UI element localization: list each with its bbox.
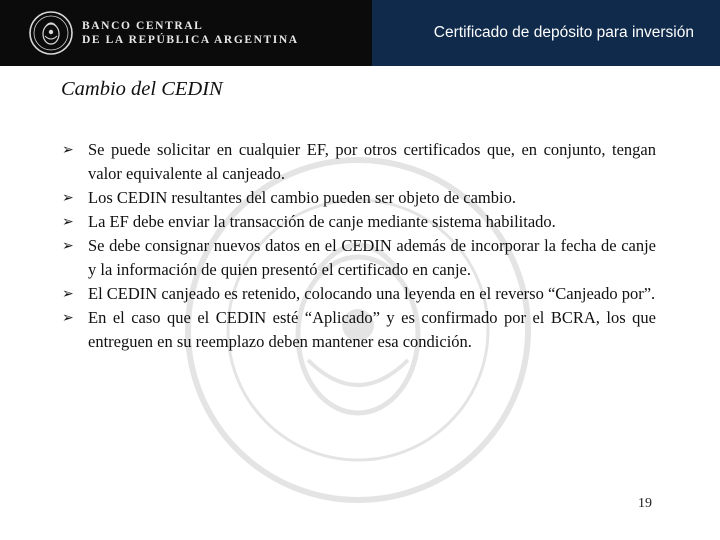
header-bar <box>0 0 720 66</box>
slide-title-box <box>372 0 720 66</box>
list-item <box>62 282 656 306</box>
bullet-text: El CEDIN canjeado es retenido, colocando una leyenda en el reverso “Canjeado por”. <box>88 284 656 303</box>
list-item <box>62 186 656 210</box>
bullet-text: Se debe consignar nuevos datos en el CEDIN además de incorporar la fecha de canje y la información de quien presentó el certificado en canje. <box>88 236 656 279</box>
list-item <box>62 306 656 354</box>
arrow-bullet-icon: ➢ <box>62 238 74 254</box>
bullet-text: La EF debe enviar la transacción de canje mediante sistema habilitado. <box>88 212 556 231</box>
arrow-bullet-icon: ➢ <box>62 190 74 206</box>
bank-name <box>82 19 299 47</box>
bullet-list <box>62 138 656 354</box>
page-number: 19 <box>638 496 652 511</box>
arrow-bullet-icon: ➢ <box>62 286 74 302</box>
bank-logo <box>28 6 299 60</box>
section-title: Cambio del CEDIN <box>61 78 223 100</box>
bullet-text: Los CEDIN resultantes del cambio pueden ser objeto de cambio. <box>88 188 516 207</box>
bank-name-line2: DE LA REPÚBLICA ARGENTINA <box>82 34 299 46</box>
bullet-text: En el caso que el CEDIN esté “Aplicado” y es confirmado por el BCRA, los que entreguen en su reemplazo deben mantener esa condición. <box>88 308 656 351</box>
arrow-bullet-icon: ➢ <box>62 214 74 230</box>
list-item <box>62 210 656 234</box>
bullet-text: Se puede solicitar en cualquier EF, por otros certificados que, en conjunto, tengan valor equivalente al canjeado. <box>88 140 656 183</box>
bank-name-line1: BANCO CENTRAL <box>82 20 204 32</box>
list-item <box>62 234 656 282</box>
list-item <box>62 138 656 186</box>
bcra-seal-icon <box>28 10 74 56</box>
slide-title: Certificado de depósito para inversión <box>433 24 694 41</box>
arrow-bullet-icon: ➢ <box>62 142 74 158</box>
arrow-bullet-icon: ➢ <box>62 310 74 326</box>
